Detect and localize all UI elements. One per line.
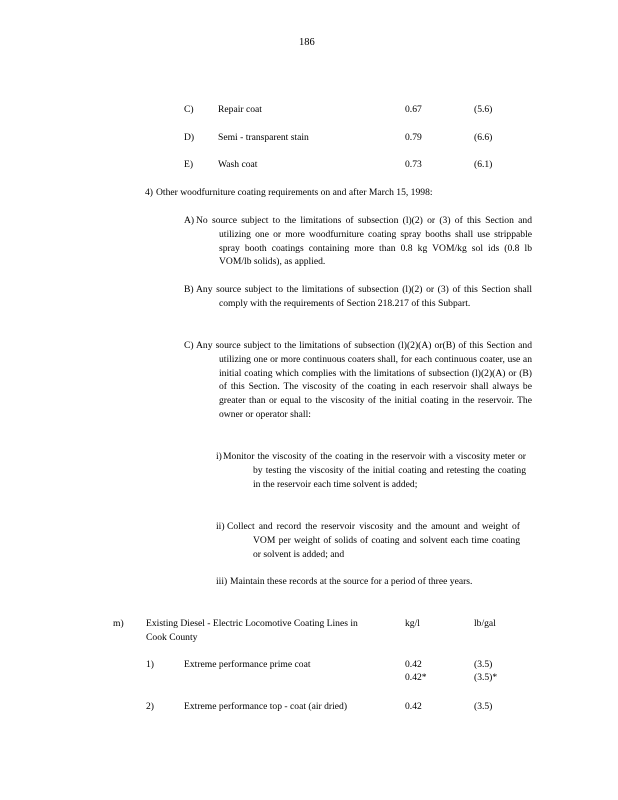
subitem-i-label: i) <box>216 451 222 462</box>
row-kg-value: 0.42 <box>405 701 422 712</box>
row-name: Extreme performance top - coat (air dried) <box>184 701 348 712</box>
item-4-text: Other woodfurniture coating requirements on and after March 15, 1998: <box>156 187 433 198</box>
row-lb-value-alt: (3.5)* <box>474 672 498 683</box>
row-kg-value: 0.67 <box>405 104 422 115</box>
row-name: Repair coat <box>218 104 262 115</box>
row-label: C) <box>184 104 194 115</box>
paragraph-c-label: C) <box>184 340 194 351</box>
row-lb-value: (3.5) <box>474 659 493 670</box>
row-lb-value: (6.1) <box>474 159 493 170</box>
row-label: D) <box>184 132 195 143</box>
row-label: 1) <box>146 659 154 670</box>
paragraph-a-text: No source subject to the limitations of subsection (l)(2) or (3) of this Section and utilizing one or more woodfurniture coating spray booths shall use strippable spray booth coatings containing more than 0.8 kg VOM/kg sol ids (0.8 lb VOM/lb solids), as applied. <box>196 215 532 268</box>
row-kg-value: 0.73 <box>405 159 422 170</box>
section-m-title: Existing Diesel - Electric Locomotive Coating Lines in Cook County <box>146 618 358 643</box>
row-kg-value: 0.79 <box>405 132 422 143</box>
item-4-label: 4) <box>145 187 153 198</box>
row-name: Wash coat <box>218 159 258 170</box>
subitem-iii-text: Maintain these records at the source for a period of three years. <box>230 576 473 587</box>
row-name: Semi - transparent stain <box>218 132 309 143</box>
subitem-i-text: Monitor the viscosity of the coating in the reservoir with a viscosity meter or by testing the viscosity of the initial coating and retesting the coating in the reservoir each time solvent is added; <box>223 451 526 490</box>
row-lb-value: (3.5) <box>474 701 493 712</box>
row-label: 2) <box>146 701 154 712</box>
page-number: 186 <box>299 37 315 48</box>
subitem-ii-text: Collect and record the reservoir viscosity and the amount and weight of VOM per weight of solids of coating and solvent each time coating or solvent is added; and <box>227 521 520 560</box>
row-lb-value: (6.6) <box>474 132 493 143</box>
paragraph-a-label: A) <box>184 215 195 226</box>
paragraph-c-text: Any source subject to the limitations of subsection (l)(2)(A) or(B) of this Section and utilizing one or more continuous coaters shall, for each continuous coater, use an initial coating which complies with the limitations of subsection (l)(2)(A) or (B) of this Section. The viscosity of the coating in each reservoir shall always be greater than or equal to the viscosity of the initial coating in the reservoir. The owner or operator shall: <box>196 340 532 420</box>
column-header-kg: kg/l <box>405 618 420 629</box>
column-header-lb: lb/gal <box>474 618 496 629</box>
row-label: E) <box>184 159 194 170</box>
section-m-label: m) <box>113 618 124 629</box>
row-kg-value-alt: 0.42* <box>405 672 427 683</box>
row-kg-value: 0.42 <box>405 659 422 670</box>
paragraph-b-text: Any source subject to the limitations of subsection (l)(2) or (3) of this Section shall comply with the requirements of Section 218.217 of this Subpart. <box>196 284 532 309</box>
row-lb-value: (5.6) <box>474 104 493 115</box>
row-name: Extreme performance prime coat <box>184 659 311 670</box>
paragraph-b-label: B) <box>184 284 194 295</box>
subitem-iii-label: iii) <box>216 576 228 587</box>
subitem-ii-label: ii) <box>216 521 225 532</box>
